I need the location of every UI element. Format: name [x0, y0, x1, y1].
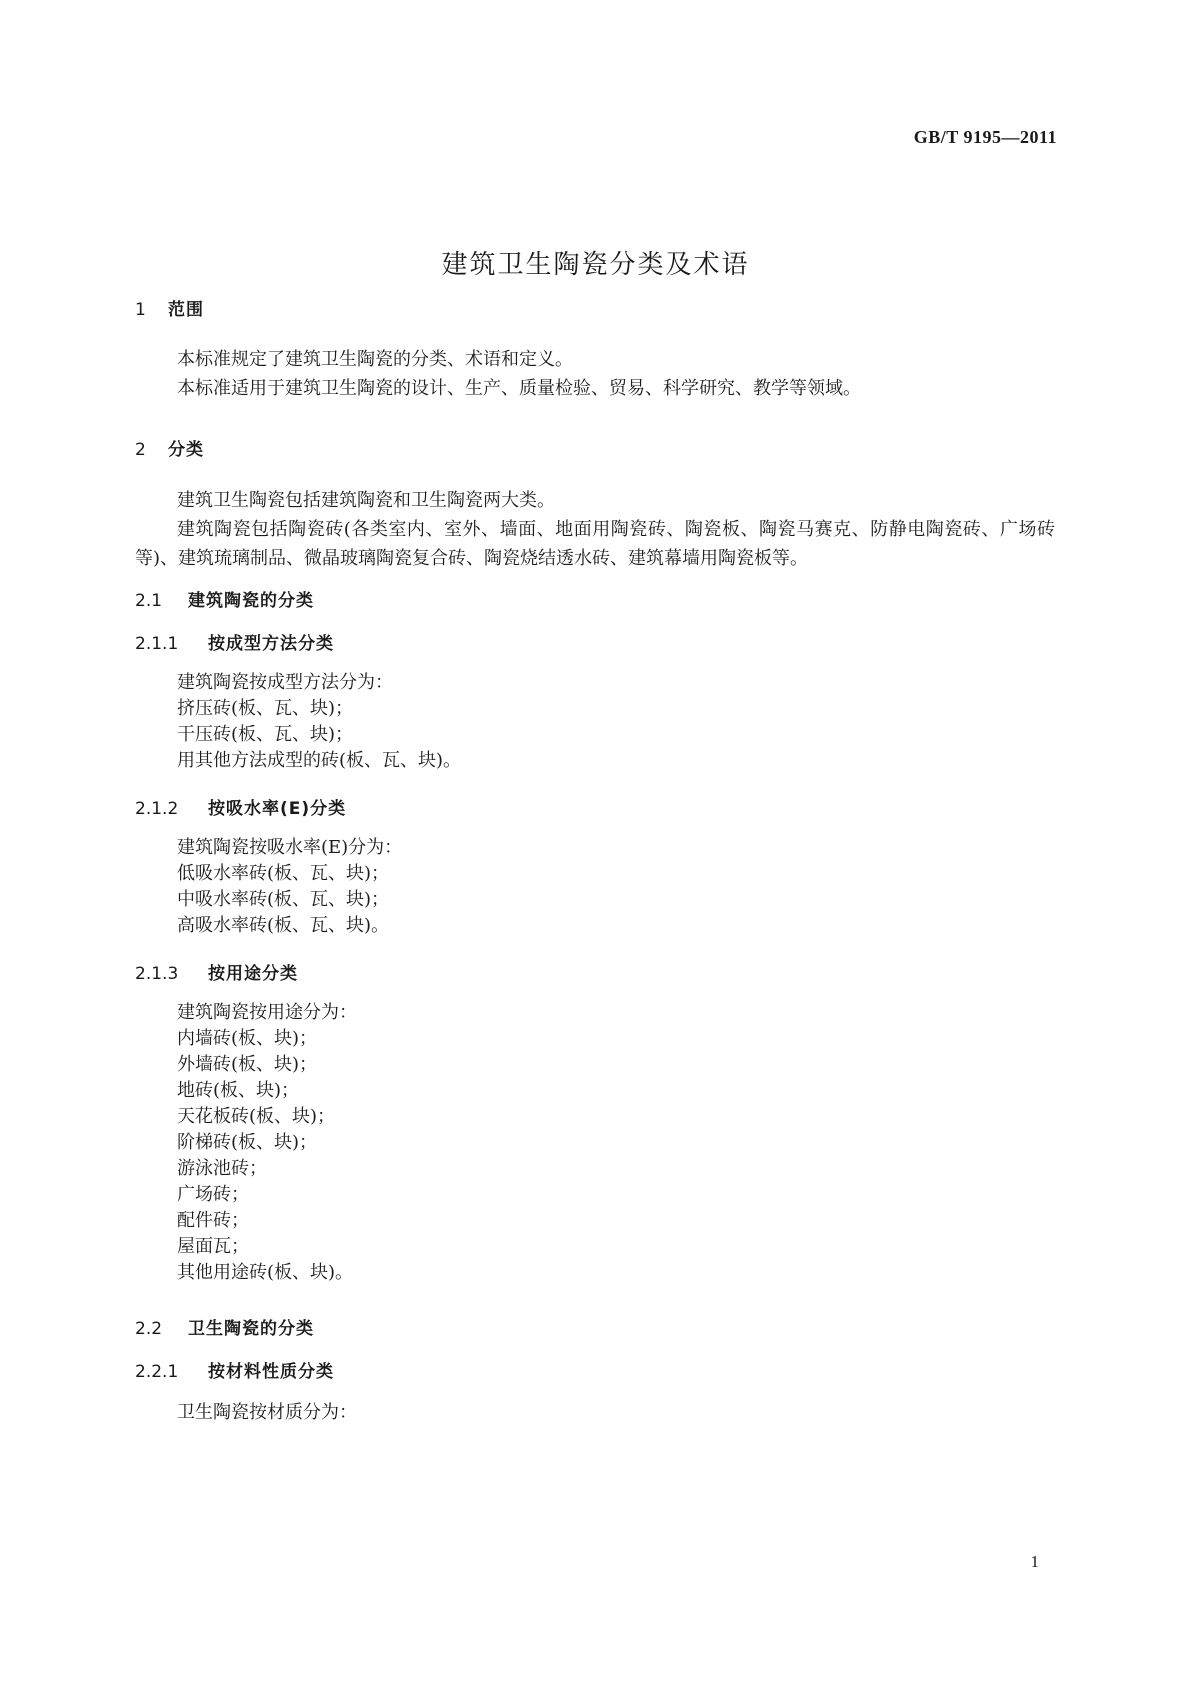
section-heading-1 [135, 295, 204, 320]
list-item: 中吸水率砖(板、瓦、块)； [177, 889, 390, 910]
page-number: 1 [1030, 1552, 1039, 1571]
section-number: 2.1.2 [135, 799, 179, 819]
section-heading-2-2 [135, 1314, 314, 1339]
section-title: 按成型方法分类 [208, 634, 334, 654]
section-heading-2-1 [135, 586, 314, 611]
list-item: 卫生陶瓷按材质分为： [177, 1402, 357, 1423]
section-heading-2-1-2 [135, 794, 346, 819]
list-item: 屋面瓦； [177, 1236, 249, 1257]
list-item: 广场砖； [177, 1184, 249, 1205]
section-title: 按材料性质分类 [208, 1362, 334, 1382]
paragraph: 建筑陶瓷包括陶瓷砖(各类室内、室外、墙面、地面用陶瓷砖、陶瓷板、陶瓷马赛克、防静电陶瓷砖、广场砖等)、建筑琉璃制品、微晶玻璃陶瓷复合砖、陶瓷烧结透水砖、建筑幕墙用陶瓷板等。 [135, 519, 1055, 569]
section-title: 分类 [168, 440, 204, 460]
document-title: 建筑卫生陶瓷分类及术语 [441, 250, 750, 281]
section-number: 2.1.1 [135, 634, 179, 654]
list-item: 用其他方法成型的砖(板、瓦、块)。 [177, 750, 462, 771]
section-number: 1 [135, 300, 146, 320]
list-item: 游泳池砖； [177, 1158, 267, 1179]
list-item: 干压砖(板、瓦、块)； [177, 724, 354, 745]
section-heading-2 [135, 435, 204, 460]
list-item: 其他用途砖(板、块)。 [177, 1262, 354, 1283]
section-title: 范围 [168, 300, 204, 320]
section-title: 按用途分类 [208, 964, 298, 984]
section-number: 2.1.3 [135, 964, 179, 984]
list-item: 建筑陶瓷按用途分为： [177, 1002, 357, 1023]
paragraph: 本标准适用于建筑卫生陶瓷的设计、生产、质量检验、贸易、科学研究、教学等领域。 [177, 378, 861, 399]
list-item: 高吸水率砖(板、瓦、块)。 [177, 915, 390, 936]
section-title: 建筑陶瓷的分类 [188, 591, 314, 611]
list-item: 地砖(板、块)； [177, 1080, 300, 1101]
section-title: 卫生陶瓷的分类 [188, 1319, 314, 1339]
list-item: 内墙砖(板、块)； [177, 1028, 318, 1049]
section-number: 2.2 [135, 1319, 163, 1339]
list-item: 配件砖； [177, 1210, 249, 1231]
section-number: 2 [135, 440, 146, 460]
paragraph: 建筑卫生陶瓷包括建筑陶瓷和卫生陶瓷两大类。 [177, 490, 555, 511]
list-item: 阶梯砖(板、块)； [177, 1132, 318, 1153]
list-item: 建筑陶瓷按吸水率(E)分为： [177, 837, 403, 858]
section-number: 2.1 [135, 591, 163, 611]
list-item: 挤压砖(板、瓦、块)； [177, 698, 354, 719]
list-item: 建筑陶瓷按成型方法分为： [177, 672, 393, 693]
standard-code: GB/T 9195—2011 [913, 127, 1057, 147]
section-number: 2.2.1 [135, 1362, 179, 1382]
section-heading-2-2-1 [135, 1357, 334, 1382]
list-item: 外墙砖(板、块)； [177, 1054, 318, 1075]
section-heading-2-1-1 [135, 629, 334, 654]
list-item: 天花板砖(板、块)； [177, 1106, 336, 1127]
section-heading-2-1-3 [135, 959, 298, 984]
list-item: 低吸水率砖(板、瓦、块)； [177, 863, 390, 884]
section-title: 按吸水率(E)分类 [208, 799, 347, 819]
paragraph: 本标准规定了建筑卫生陶瓷的分类、术语和定义。 [177, 349, 573, 370]
